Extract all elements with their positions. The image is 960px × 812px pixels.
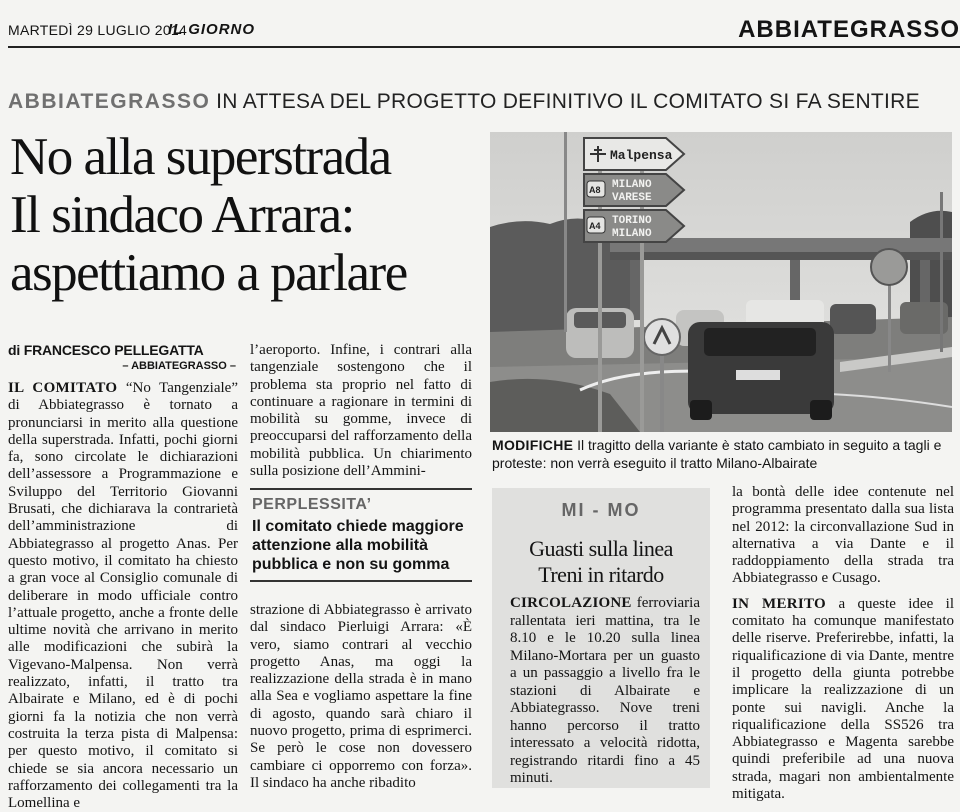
box-title-line: Guasti sulla linea — [529, 536, 673, 561]
box-lead-word: CIRCOLAZIONE — [510, 595, 632, 611]
sidebar-rule-top — [250, 488, 472, 490]
column-text: la bontà delle idee contenute nel programma presentato dalla sua lista nel 2012: la circonvallazione Sud in alternativa a via Dante e il raddoppiamento della strada tra Abbiategrasso e Cusago. — [732, 484, 954, 587]
headline-line: No alla superstrada — [10, 128, 391, 186]
article-column-2-bottom — [250, 602, 472, 792]
article-headline — [10, 128, 485, 302]
box-body — [510, 595, 700, 788]
section-title: ABBIATEGRASSO — [738, 16, 960, 43]
photo-caption — [492, 436, 952, 472]
box-title — [492, 536, 710, 588]
sidebar-rule-bottom — [250, 580, 472, 582]
page-date: MARTEDÌ 29 LUGLIO 2014 — [8, 22, 188, 38]
caption-label: MODIFICHE — [492, 437, 574, 453]
sign-road-a4: A4 — [589, 221, 601, 231]
sign-malpensa: Malpensa — [610, 148, 673, 163]
sign-varese: VARESE — [612, 192, 652, 204]
sign-milano-2: MILANO — [612, 228, 652, 240]
lead-word: IL COMITATO — [8, 380, 118, 396]
headline-line: aspettiamo a parlare — [10, 244, 407, 302]
byline-location: – ABBIATEGRASSO – — [122, 360, 236, 372]
article-column-3 — [732, 484, 954, 803]
newspaper-name: IL GIORNO — [168, 21, 256, 38]
article-column-1 — [8, 380, 238, 812]
sign-road-a8: A8 — [589, 185, 601, 195]
column-text: strazione di Abbiategrasso è arrivato dal sindaco Pierluigi Arrara: «È vero, siamo contrari al vecchio progetto Anas, ma oggi la realizzazione della strada è in mano alla Sea e vogliamo aspettare la fine di agosto, quando sarà chiaro il nuovo progetto, prima di esprimerci. Se però le cose non dovessero cambiare ci opporremo con forza». Il sindaco ha anche ribadito — [250, 602, 472, 791]
article-kicker — [8, 90, 920, 114]
sign-torino: TORINO — [612, 215, 652, 227]
article-photo — [490, 132, 952, 432]
headline-line: Il sindaco Arrara: — [10, 186, 354, 244]
sign-milano: MILANO — [612, 179, 652, 191]
kicker-place: ABBIATEGRASSO — [8, 90, 211, 113]
caption-text: Il tragitto della variante è stato cambiato in seguito a tagli e proteste: non verrà eseguito il tratto Milano-Albairate — [492, 437, 942, 471]
box-kicker: MI - MO — [561, 500, 641, 520]
box-title-line: Treni in ritardo — [538, 562, 664, 587]
column-text: l’aeroporto. Infine, i contrari alla tangenziale sostengono che il problema sta proprio nel fatto di continuare a ragionare in termini di mobilità su gomme, invece di preoccuparsi del rafforzamento della mobilità pubblica. Un chiarimento sulla posizione dell’Ammini- — [250, 342, 472, 480]
kicker-text: IN ATTESA DEL PROGETTO DEFINITIVO IL COMITATO SI FA SENTIRE — [216, 90, 920, 113]
column-text: “No Tangenziale” di Abbiategrasso è tornato a pronunciarsi in merito alla questione della superstrada. Infatti, pochi giorni fa, sono circolate le dichiarazioni dell’assessore a Programmazione e Sviluppo del Territorio Giovanni Brusati, che dichiarava la contrarietà dell’amministrazione di Abbiategrasso al progetto Anas. Per questo motivo, il comitato ha chiesto a gran voce al Consiglio comunale di deliberare in modo ufficiale contro l’attuale progetto, anche a fronte delle ultime novità che arrivano in merito alle modificazioni che subirà la Vigevano-Malpensa. Non verrà realizzato, infatti, il tratto tra Albairate e Milano, ed è di pochi giorni fa la notizia che non verrà costruita la terza pista di Malpensa: per questo motivo, il comitato si chiede se sia ancora necessario un rafforzamento dei collegamenti tra la Lomellina e — [8, 380, 238, 812]
sidebar-kicker: PERPLESSITA’ — [252, 496, 372, 513]
byline-author: di FRANCESCO PELLEGATTA — [8, 342, 204, 358]
lead-word: IN MERITO — [732, 595, 827, 612]
highway-photo-illustration — [490, 132, 952, 432]
column-text: a queste idee il comitato ha comunque manifestato delle riserve. Preferirebbe, infatti, la riqualificazione di via Dante, mentre il progetto della giunta potrebbe implicare la realizzazione di un ponte sui navigli. Anche la riqualificazione della SS526 tra Abbiategrasso e Magenta sarebbe quindi preferibile ad una nuova strada, magari non ambientalmente mitigata. — [732, 595, 955, 803]
sidebar-text: Il comitato chiede maggiore attenzione alla mobilità pubblica e non su gomma — [252, 518, 464, 573]
article-column-2-top — [250, 342, 472, 480]
byline — [8, 342, 236, 372]
box-text: ferroviaria rallentata ieri mattina, tra le 8.10 e le 10.20 sulla linea Milano-Mortara per un guasto a un passaggio a livello fra le stazioni di Albairate e Abbiategrasso. Nove treni hanno percorso il tratto interessato a velocità ridotta, registrando ritardi fino a 45 minuti. — [510, 595, 700, 786]
header-rule — [8, 46, 960, 48]
